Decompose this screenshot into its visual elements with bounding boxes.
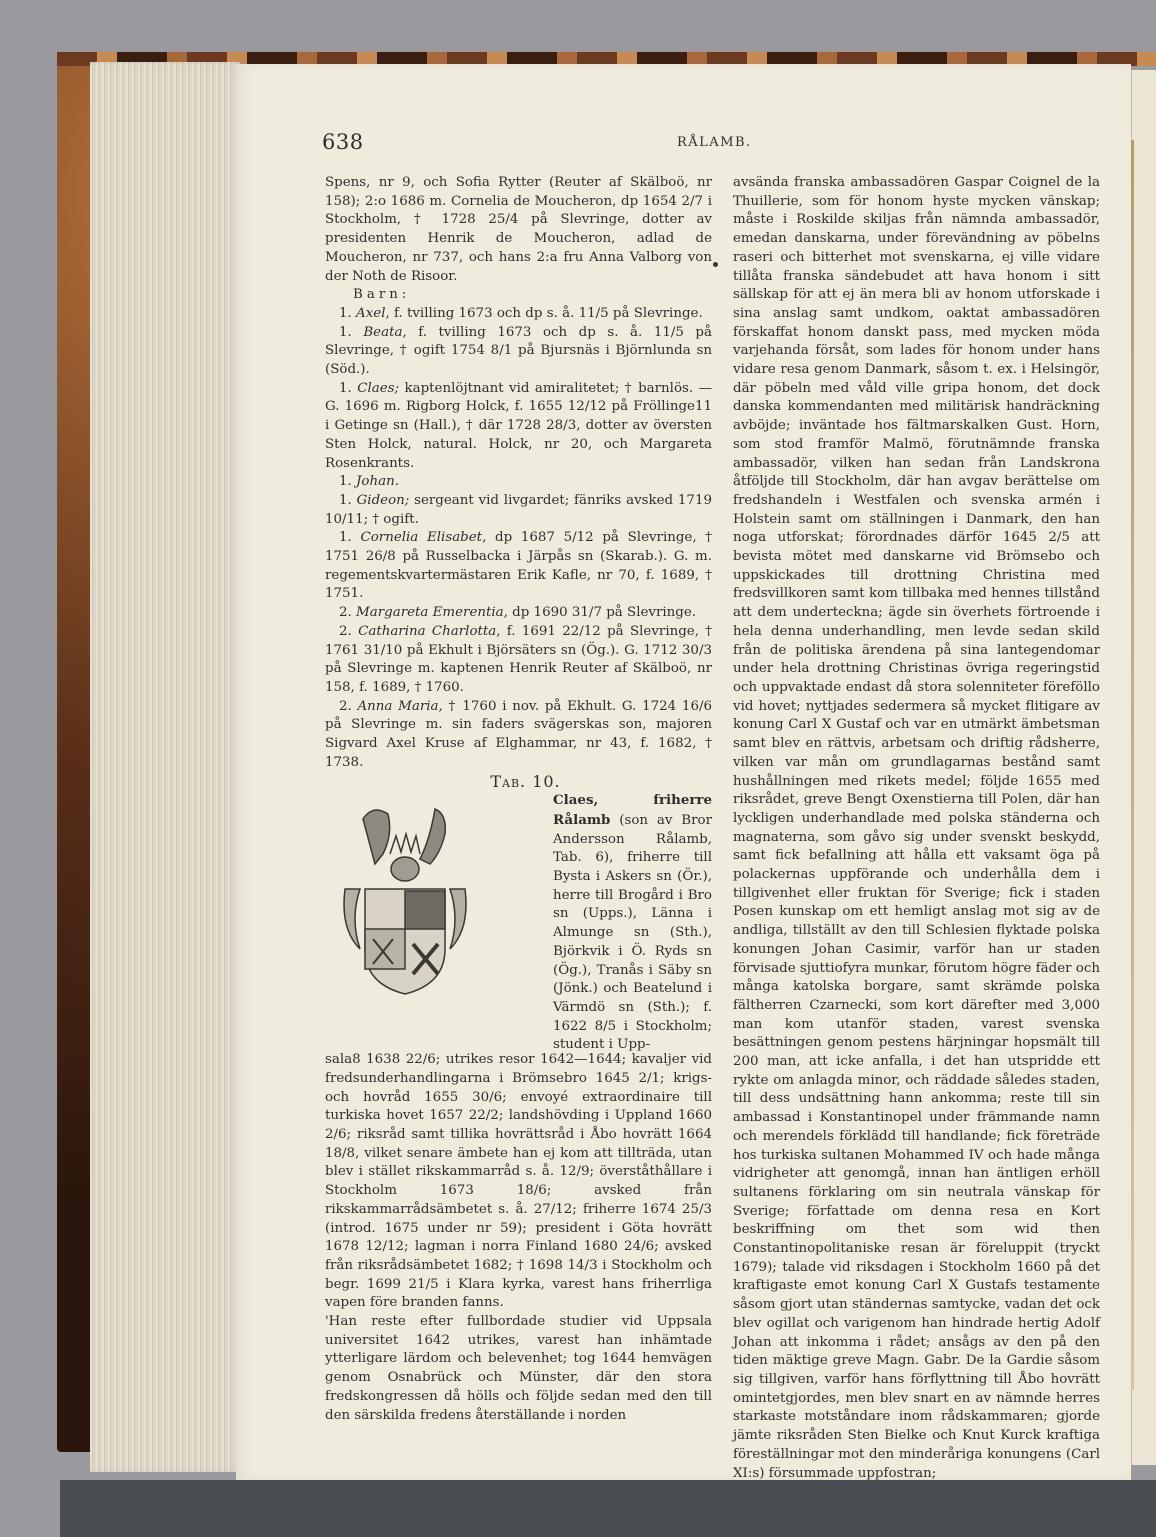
tab10-entry <box>325 791 712 1051</box>
child-entry: 1. Cornelia Elisabet, dp 1687 5/12 på Slevringe, † 1751 26/8 på Russelbacka i Järpås sn (Skarab.). G. m. regementskvartermästaren Erik Kafle, nr 70, f. 1689, † 1751. <box>325 530 712 602</box>
child-entry: 1. Johan. <box>339 474 399 490</box>
margin-mark <box>713 262 718 267</box>
children-heading: Barn: <box>353 287 411 303</box>
child-entry: 1. Claes; kaptenlöjtnant vid amiralitetet; † barnlös. — G. 1696 m. Rigborg Holck, f. 1655 12/12 på Fröllinge11 i Getinge sn (Hall.), † där 1728 28/3, dotter av översten Sten Holck, natural. Holck, nr 20, och Margareta Rosenkrants. <box>325 380 712 471</box>
child-entry: 2. Margareta Emerentia, dp 1690 31/7 på Slevringe. <box>339 605 697 621</box>
coat-of-arms-icon <box>335 799 475 999</box>
running-title: RÅLAMB. <box>677 135 752 150</box>
child-entry: 1. Gideon; sergeant vid livgardet; fänriks avsked 1719 10/11; † ogift. <box>325 492 712 527</box>
table-shadow <box>60 1480 1156 1537</box>
child-entry: 1. Beata, f. tvilling 1673 och dp s. å. 11/5 på Slevringe, † ogift 1754 8/1 på Bjursnäs i Björnlunda sn (Söd.). <box>325 324 712 378</box>
child-entry: 1. Axel, f. tvilling 1673 och dp s. å. 11/5 på Slevringe. <box>339 305 703 321</box>
tab10-name-block: Claes, friherre Rålamb (son av Bror Andersson Rålamb, Tab. 6), friherre till Bysta i Askers sn (Ör.), herre till Brogård i Bro sn (Upps.), Länna i Almunge sn (Sth.), Björkvik i Ö. Ryds sn (Ög.), Tranås i Säby sn (Jönk.) och Beatelund i Värmdö sn (Sth.); f. 1622 8/5 i Stockholm; student i Upp- <box>553 792 712 1053</box>
binding-thread <box>1131 140 1134 1390</box>
right-column <box>733 174 1100 1483</box>
person-name: Claes, friherre Rålamb <box>553 792 712 828</box>
left-column <box>325 174 712 1425</box>
facing-page-edge <box>1131 70 1156 1465</box>
tab10-biography: 'Han reste efter fullbordade studier vid Uppsala universitet 1642 utrikes, varest han inhämtade ytterligare lärdom och belevenhet; tog 1644 hemvägen genom Osnabrück och Münster, där den stora fredskongressen då hölls och följde sedan med den till den särskilda fredens återställande i norden <box>325 1314 712 1423</box>
intro-paragraph: Spens, nr 9, och Sofia Rytter (Reuter af Skälboö, nr 158); 2:o 1686 m. Cornelia de Moucheron, dp 1654 2/7 i Stockholm, † 1728 25/4 på Slevringe, dotter av presidenten Henrik de Moucheron, adlad de Moucheron, nr 737, och hans 2:a fru Anna Valborg von der Noth de Risoor. <box>325 175 712 284</box>
page-stack-edge <box>90 62 240 1472</box>
child-entry: 2. Catharina Charlotta, f. 1691 22/12 på Slevringe, † 1761 31/10 på Ekhult i Björsäters sn (Ög.). G. 1712 30/3 på Slevringe m. kaptenen Henrik Reuter af Skälboö, nr 158, f. 1689, † 1760. <box>325 623 712 695</box>
page-number: 638 <box>322 130 364 154</box>
tab10-career: sala8 1638 22/6; utrikes resor 1642—1644; kavaljer vid fredsunderhandlingarna i Brömsebro 1645 2/1; krigs- och hovråd 1655 30/6; envoyé extraordinaire till turkiska hovet 1657 22/2; landshövding i Uppland 1660 2/6; riksråd samt tillika hovrättsråd i Åbo hovrätt 1664 18/8, vilket senare ämbete han ej kom att tillträda, utan blev i stället rikskammarråd s. å. 12/9; överståthållare i Stockholm 1673 18/6; avsked från rikskammarrådsämbetet s. å. 27/12; friherre 1674 25/3 (introd. 1675 under nr 59); president i Göta hovrätt 1678 12/12; lagman i norra Finland 1680 24/6; avsked från riksrådsämbetet 1682; † 1698 14/3 i Stockholm och begr. 1699 21/5 i Klara kyrka, varest hans friherrliga vapen före branden fanns. <box>325 1052 712 1311</box>
biography-continued: avsända franska ambassadören Gaspar Coignel de la Thuillerie, som för honom hyste mycken vänskap; måste i Roskilde skiljas från nämnda ambassadör, emedan danskarna, under förevändning av pöbelns raseri och bitterhet mot svenskarna, ej ville vidare tillåta franska sändebudet att hava honom i sitt sällskap för att ej än mera bli av honom utforskade i sina anslag samt undkom, oaktat ambassadören förskaffat honom danskt pass, med mycken möda varjehanda försåt, som lades för honom under hans vidare resa genom Danmark, såsom t. ex. i Helsingör, där pöbeln med våld ville gripa honom, det dock danska kommendanten med militärisk handräckning avböjde; inväntade hos fältmarskalken Gust. Horn, som stod framför Malmö, förutnämnde franska ambassadör, vilken han sedan från Landskrona åtföljde till Stockholm, där han avgav berättelse om fredshandeln i Westfalen och svenska armén i Holstein samt om ställningen i Danmark, den han noga utforskat; förordnades därför 1645 2/5 att bevista mötet med danskarne vid Brömsebo och uppskickades till drottning Christina med fredsvillkoren samt kom tillbaka med hennes tillstånd att dem underteckna; ägde sin överhets förtroende i hela denna underhandling, men levde sedan skild från de politiska ärendena på sina lantegendomar under hela drottning Christinas övriga regeringstid och uppvaktade endast då stora solenniteter föreföllo vid hovet; nyttjades sedermera så mycket flitigare av konung Carl X Gustaf och var en utmärkt ämbetsman samt blev en rättvis, arbetsam och driftig rådsherre, vilken var mån om grundlagarnas bestånd samt hushållningen med rikets medel; följde 1655 med riksrådet, greve Bengt Oxenstierna till Polen, där han lyckligen underhandlade med polska ständerna och magnaterna, som gåvo sig under svenskt beskydd, samt fick befallning att hålla ett vaksamt öga på polackernas uppförande och underhålla dem i tillgivenhet eller fruktan för Sverige; fick i staden Posen kunskap om ett hemligt anslag mot sig av de andliga, tillställt av den till Schlesien flyktade polska konungen Johan Casimir, varför han ur staden förvisade sjuttiofyra munkar, förutom högre fäder och många katolska borgare, samt skrämde polska fältherren Czarnecki, som kort därefter med 3,000 man kom utanför staden, varest svenska besättningen genom pestens härjningar hopsmält till 200 man, att icke anfalla, i det han utspridde ett rykte om anlagda minor, och räddade således staden, till dess undsättning hann ankomma; reste till sin ambassad i Konstantinopel under främmande namn och merendels förklädd till handlande; fick företräde hos turkiska sultanen Mohammed IV och hade många vidrigheter att genomgå, innan han äntligen erhöll sultanens förklaring om sin neutrala vänskap för Sverige; författade om denna resa en Kort beskriffning om thet som wid then Constantinopolitaniske resan är föreluppit (tryckt 1679); talade vid riksdagen i Stockholm 1660 på det kraftigaste emot konung Carl X Gustafs testamente såsom gjort utan ständernas samtycke, vadan det ock blev ogillat och varigenom han hindrade hertig Adolf Johan att inkomma i rådet; ansågs av den på den tiden mäktige greve Magn. Gabr. De la Gardie såsom sig tillgiven, varför hans förflyttning till Åbo hovrätt omintetgjordes, men blev snart en av nämnde herres starkaste motståndare inom rådskammaren; gjorde jämte riksråden Sten Bielke och Knut Kurck kraftiga föreställningar mot den minderåriga konungens (Carl XI:s) försummade uppfostran; <box>733 175 1100 1481</box>
tab-heading: Tab. 10. <box>490 771 561 791</box>
child-entry: 2. Anna Maria, † 1760 i nov. på Ekhult. G. 1724 16/6 på Slevringe m. sin faders svägerskas son, majoren Sigvard Axel Kruse af Elghammar, nr 43, f. 1682, † 1738. <box>325 698 712 770</box>
